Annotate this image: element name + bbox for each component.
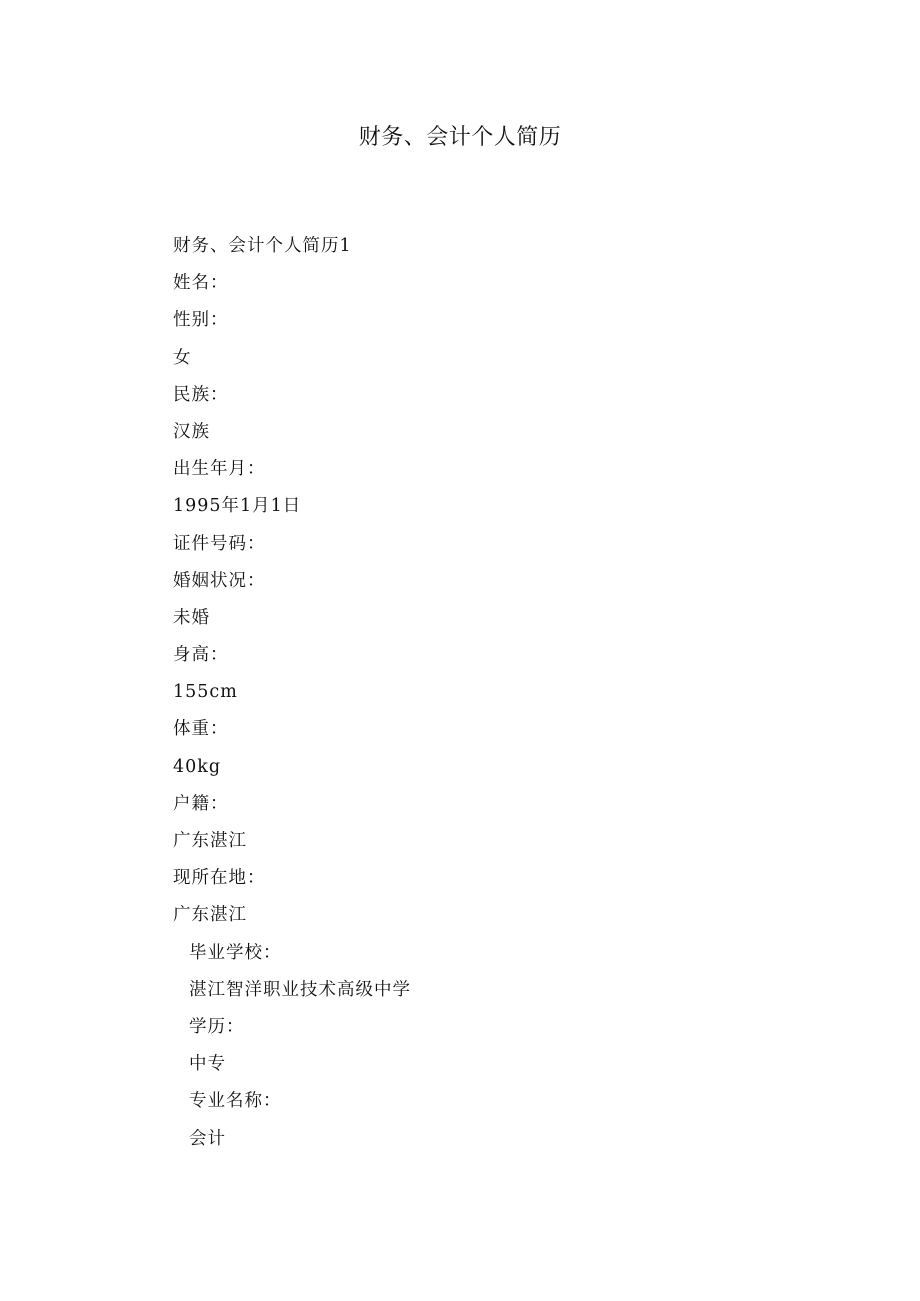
section-heading: 财务、会计个人简历1: [173, 236, 352, 256]
education-label: 学历：: [189, 1016, 245, 1037]
weight-label: 体重：: [173, 719, 229, 740]
education-value: 中专: [189, 1054, 226, 1075]
ethnicity-value: 汉族: [173, 421, 210, 442]
hukou-value: 广东湛江: [173, 831, 247, 851]
major-label: 专业名称：: [189, 1091, 282, 1112]
weight-value: 40kg: [173, 756, 222, 777]
birth-date-label: 出生年月：: [173, 459, 266, 480]
marital-status-label: 婚姻状况：: [173, 570, 266, 591]
page-title: 财务、会计个人简历: [358, 125, 562, 150]
height-label: 身高：: [173, 645, 229, 666]
gender-label: 性别：: [173, 310, 229, 331]
birth-date-value: 1995年1月1日: [173, 496, 302, 517]
school-label: 毕业学校：: [189, 942, 282, 963]
name-label: 姓名：: [173, 273, 229, 294]
resume-body: [173, 228, 813, 1158]
hukou-label: 户籍：: [173, 793, 229, 814]
ethnicity-label: 民族：: [173, 384, 229, 405]
current-location-label: 现所在地：: [173, 868, 266, 889]
marital-status-value: 未婚: [173, 607, 210, 628]
school-value: 湛江智洋职业技术高级中学: [189, 979, 411, 1000]
height-value: 155cm: [173, 682, 238, 703]
major-value: 会计: [189, 1128, 226, 1149]
id-number-label: 证件号码：: [173, 533, 266, 554]
gender-value: 女: [173, 347, 192, 368]
current-location-value: 广东湛江: [173, 905, 247, 926]
